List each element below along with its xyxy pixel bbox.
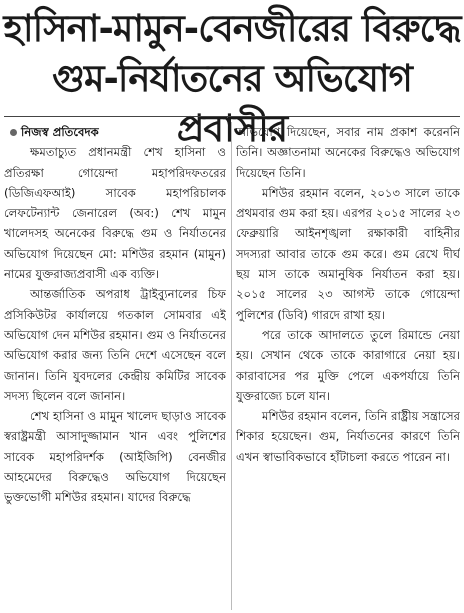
byline [4, 122, 226, 142]
paragraph: আন্তর্জাতিক অপরাধ ট্রাইব্যুনালের চিফ প্রসিকিউটর কার্যালয়ে গতকাল সোমবার এই অভিযোগ দেন মশিউর রহমান। গুম ও নির্যাতনের অভিযোগ করার জন্য তিনি দেশে এসেছেন বলে জানান। তিনি যুবদলের কেন্দ্রীয় কমিটির সাবেক সদস্য ছিলেন বলে জানান। [4, 287, 226, 403]
headline-line-2: গুম-নির্যাতনের অভিযোগ প্রবাসীর [52, 57, 412, 150]
paragraph: মশিউর রহমান বলেন, ২০১৩ সালে তাকে প্রথমবার গুম করা হয়। এরপর ২০১৫ সালের ২৩ ফেব্রুয়ারি আইনশৃঙ্খলা রক্ষাকারী বাহিনীর সদস্যরা আবার তাকে গুম করে। গুম রেখে দীর্ঘ ছয় মাস তাকে অমানুষিক নির্যাতন করা হয়। ২০১৫ সালের ২৩ আগস্ট তাকে গোয়েন্দা পুলিশের (ডিবি) গারদে রাখা হয়। [236, 185, 460, 322]
article-column-left [4, 122, 226, 610]
headline-rule [4, 116, 460, 117]
byline-text: নিজস্ব প্রতিবেদক [21, 125, 99, 139]
headline-line-1: হাসিনা-মামুন-বেনজীরের বিরুদ্ধে [3, 7, 461, 50]
article-column-right [236, 122, 460, 610]
bullet-icon [10, 129, 17, 136]
paragraph: ক্ষমতাচ্যুত প্রধানমন্ত্রী শেখ হাসিনা ও প্রতিরক্ষা গোয়েন্দা মহাপরিদফতরের (ডিজিএফআই) সাবেক মহাপরিচালক লেফটেন্যান্ট জেনারেল (অব:) শেখ মামুন খালেদসহ অনেকের বিরুদ্ধে গুম ও নির্যাতনের অভিযোগ দিয়েছেন মো: মশিউর রহমান (মামুন) নামের যুক্তরাজ্যপ্রবাসী এক ব্যক্তি। [4, 145, 226, 282]
column-divider [231, 122, 232, 610]
paragraph: মশিউর রহমান বলেন, তিনি রাষ্ট্রীয় সন্ত্রাসের শিকার হয়েছেন। গুম, নির্যাতনের কারণে তিনি এখন স্বাভাবিকভাবে হাঁটাচলা করতে পারেন না। [236, 409, 460, 464]
paragraph: শেখ হাসিনা ও মামুন খালেদ ছাড়াও সাবেক স্বরাষ্ট্রমন্ত্রী আসাদুজ্জামান খান এবং পুলিশের সাবেক মহাপরিদর্শক (আইজিপি) বেনজীর আহমেদের বিরুদ্ধেও অভিযোগ দিয়েছেন ভুক্তভোগী মশিউর রহমান। যাদের বিরুদ্ধে [4, 409, 226, 505]
paragraph: পরে তাকে আদালতে তুলে রিমান্ডে নেয়া হয়। সেখান থেকে তাকে কারাগারে নেয়া হয়। কারাবাসের পর মুক্তি পেলে একপর্যায়ে তিনি যুক্তরাজ্যে চলে যান। [236, 327, 460, 403]
paragraph: অভিযোগ দিয়েছেন, সবার নাম প্রকাশ করেননি তিনি। অজ্ঞাতনামা অনেকের বিরুদ্ধেও অভিযোগ দিয়েছেন তিনি। [236, 125, 460, 180]
